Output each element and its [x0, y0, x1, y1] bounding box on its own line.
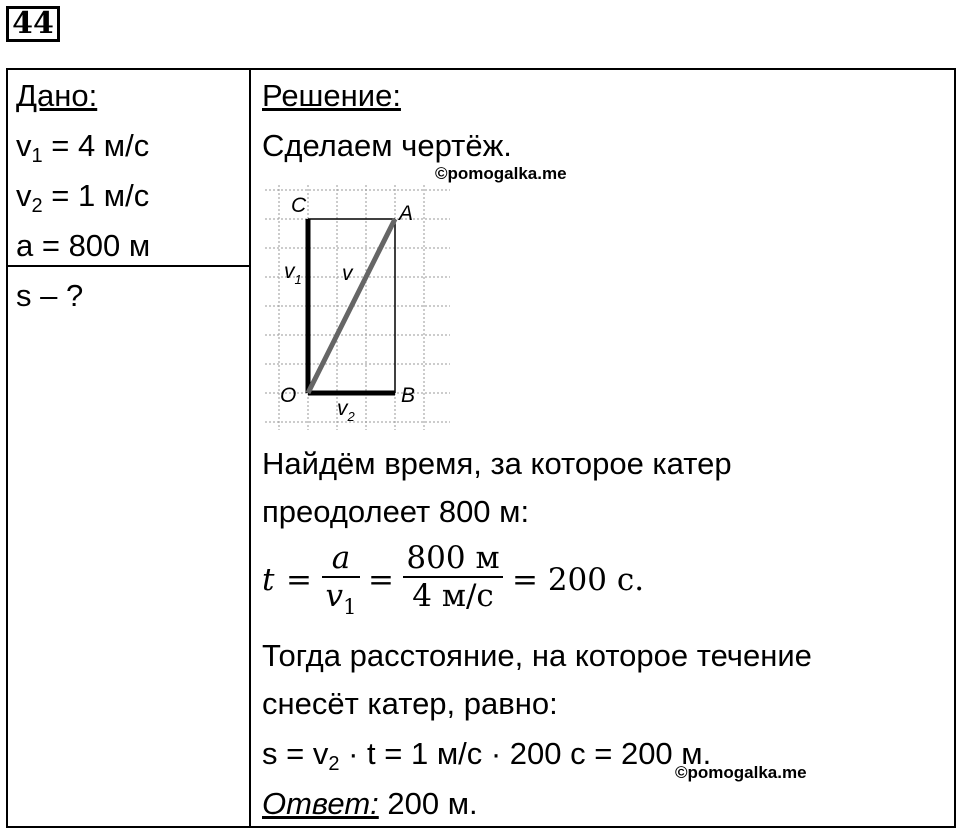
solution-line-equals: снесёт катер, равно: — [262, 686, 558, 721]
fraction-values: 800 м 4 м/с — [403, 540, 503, 614]
answer-value: 200 м. — [378, 786, 478, 821]
column-divider — [249, 68, 251, 828]
watermark-bottom: ©pomogalka.me — [675, 763, 807, 782]
label-B: B — [401, 384, 416, 407]
formula-eq2: = — [368, 562, 394, 598]
label-v2: $v_2$ — [337, 397, 355, 424]
solution-line-then: Тогда расстояние, на которое течение — [262, 638, 812, 673]
watermark-top: ©pomogalka.me — [435, 164, 567, 183]
solution-header: Решение: — [262, 78, 401, 113]
label-C: C — [291, 194, 307, 217]
vector-diagram — [255, 185, 455, 435]
given-v2: $v_2 = 1$ м/с — [16, 178, 150, 217]
label-v1: $v_1$ — [284, 260, 302, 287]
label-O: O — [280, 384, 297, 407]
formula-eq1: = — [286, 562, 312, 598]
label-v: v — [342, 262, 353, 285]
solution-line-drawing: Сделаем чертёж. — [262, 128, 512, 163]
given-a: a = 800 м — [16, 228, 151, 263]
solution-line-distance: преодолеет 800 м: — [262, 494, 530, 529]
formula-t: t — [262, 562, 275, 598]
label-A: A — [399, 202, 414, 225]
answer — [262, 786, 478, 822]
given-find-divider — [6, 265, 250, 267]
find-s: s – ? — [16, 278, 84, 313]
given-v1: $v_1 = 4$ м/с — [16, 128, 150, 167]
solution-line-find-time: Найдём время, за которое катер — [262, 446, 732, 481]
fraction-a-v1: a $v_1$ — [322, 540, 360, 619]
answer-label: Ответ: — [262, 786, 379, 821]
problem-number: 44 — [6, 6, 60, 42]
formula-result: = 200 с. — [512, 562, 645, 598]
given-header: Дано: — [16, 78, 98, 113]
solution-line-calc: $s = v_2 \cdot t = 1$ м/с · 200 с = 200 м. — [262, 736, 712, 775]
